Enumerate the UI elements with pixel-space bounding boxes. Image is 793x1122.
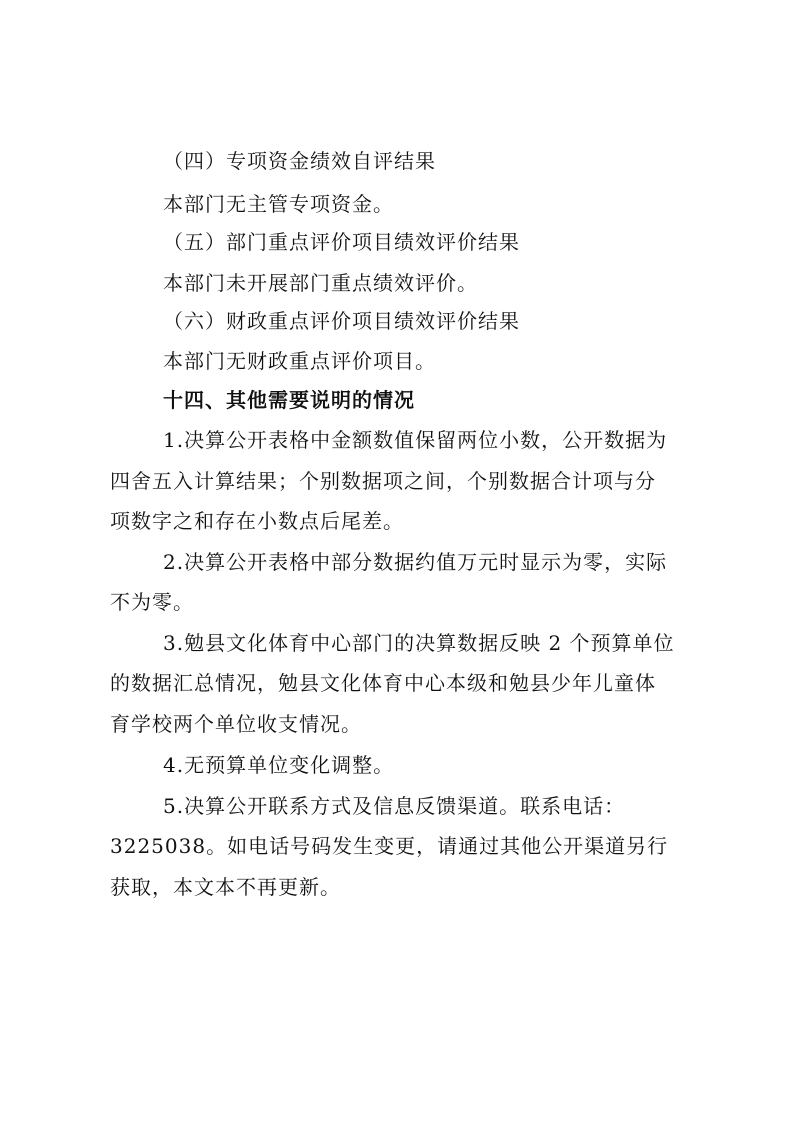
paragraph-5-line-3: 获取，本文本不再更新。 [110,875,341,899]
paragraph-1-line-2: 四舍五入计算结果；个别数据项之间，个别数据合计项与分 [110,469,656,493]
paragraph-3-line-2: 的数据汇总情况，勉县文化体育中心本级和勉县少年儿童体 [110,671,656,695]
paragraph-3-line-1: 3.勉县文化体育中心部门的决算数据反映 2 个预算单位 [163,631,675,655]
paragraph-2-line-1: 2.决算公开表格中部分数据约值万元时显示为零，实际 [163,550,668,574]
section-heading-6: （六）财政重点评价项目绩效评价结果 [163,309,520,333]
paragraph-1-line-1: 1.决算公开表格中金额数值保留两位小数，公开数据为 [163,428,668,452]
paragraph-3-line-3: 育学校两个单位收支情况。 [110,712,362,736]
paragraph-5-line-2: 3225038。如电话号码发生变更，请通过其他公开渠道另行 [110,834,669,858]
paragraph-2-line-2: 不为零。 [110,590,194,614]
section-text-6: 本部门无财政重点评价项目。 [163,349,436,373]
section-text-5: 本部门未开展部门重点绩效评价。 [163,271,478,295]
section-text-4: 本部门无主管专项资金。 [163,192,394,216]
paragraph-1-line-3: 项数字之和存在小数点后尾差。 [110,509,404,533]
section-heading-4: （四）专项资金绩效自评结果 [163,149,436,173]
paragraph-5-line-1: 5.决算公开联系方式及信息反馈渠道。联系电话： [163,794,626,818]
section-heading-14: 十四、其他需要说明的情况 [163,388,415,412]
section-heading-5: （五）部门重点评价项目绩效评价结果 [163,230,520,254]
paragraph-4-line-1: 4.无预算单位变化调整。 [163,753,395,777]
